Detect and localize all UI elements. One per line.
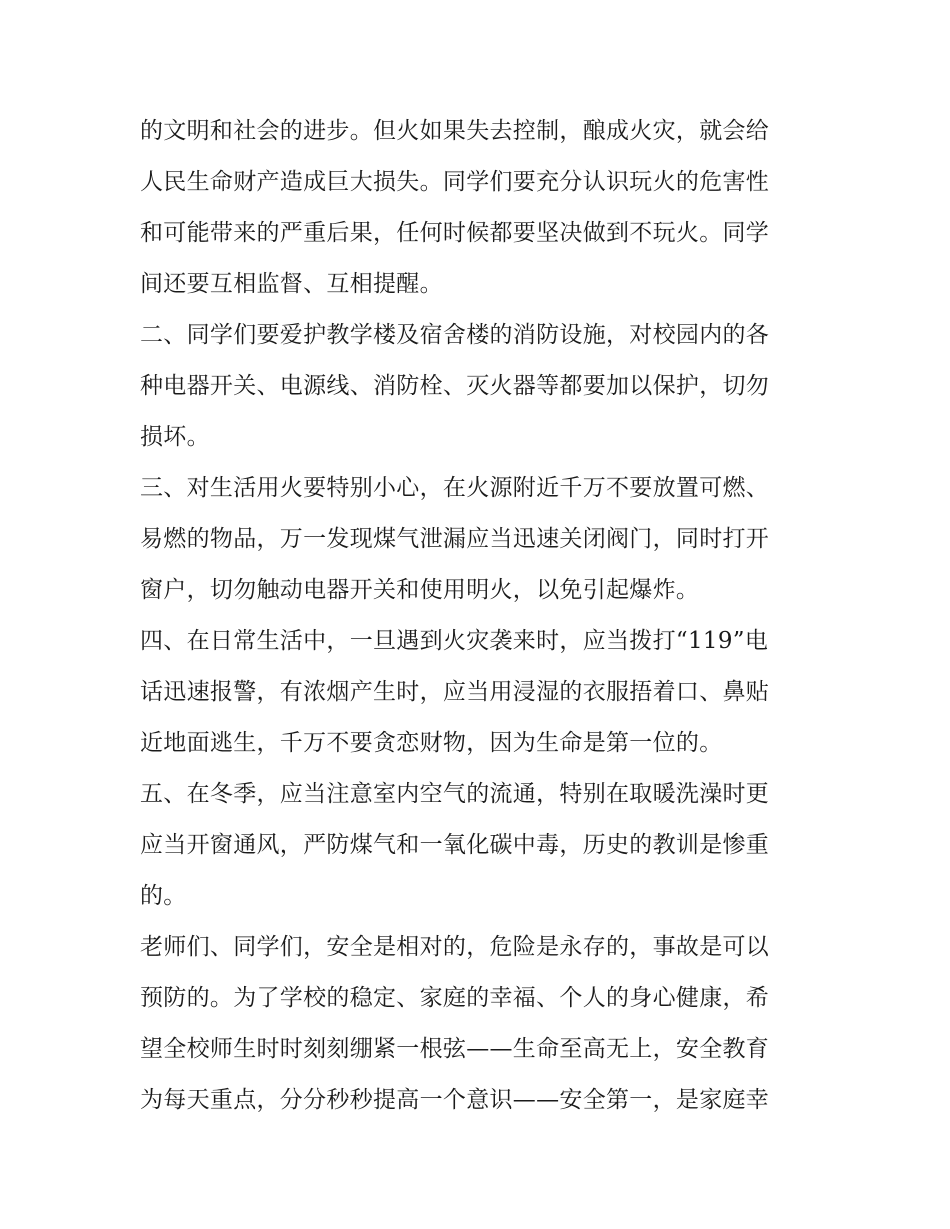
- text-line: 窗户，切勿触动电器开关和使用明火，以免引起爆炸。: [140, 577, 700, 603]
- text-line: 五、在冬季，应当注意室内空气的流通，特别在取暖洗澡时更: [140, 781, 770, 807]
- text-line: 四、在日常生活中，一旦遇到火灾袭来时，应当拨打“119”电: [140, 628, 769, 654]
- text-line: 和可能带来的严重后果，任何时候都要坚决做到不玩火。同学: [140, 220, 770, 246]
- body-text: [140, 106, 820, 1126]
- text-line: 应当开窗通风，严防煤气和一氧化碳中毒，历史的教训是惨重: [140, 832, 770, 858]
- text-line: 间还要互相监督、互相提醒。: [140, 271, 443, 297]
- text-line: 的。: [140, 883, 187, 909]
- text-line: 三、对生活用火要特别小心，在火源附近千万不要放置可燃、: [140, 475, 770, 501]
- text-line: 望全校师生时时刻刻绷紧一根弦——生命至高无上，安全教育: [140, 1036, 770, 1062]
- text-line: 损坏。: [140, 424, 210, 450]
- text-line: 人民生命财产造成巨大损失。同学们要充分认识玩火的危害性: [140, 169, 770, 195]
- text-line: 预防的。为了学校的稳定、家庭的幸福、个人的身心健康，希: [140, 985, 770, 1011]
- text-line: 话迅速报警，有浓烟产生时，应当用浸湿的衣服捂着口、鼻贴: [140, 679, 770, 705]
- text-line: 的文明和社会的进步。但火如果失去控制，酿成火灾，就会给: [140, 118, 770, 144]
- text-line: 为每天重点，分分秒秒提高一个意识——安全第一，是家庭幸: [140, 1087, 770, 1113]
- text-line: 老师们、同学们，安全是相对的，危险是永存的，事故是可以: [140, 934, 770, 960]
- text-line: 近地面逃生，千万不要贪恋财物，因为生命是第一位的。: [140, 730, 723, 756]
- text-line: 种电器开关、电源线、消防栓、灭火器等都要加以保护，切勿: [140, 373, 770, 399]
- text-line: 二、同学们要爱护教学楼及宿舍楼的消防设施，对校园内的各: [140, 322, 770, 348]
- text-line: 易燃的物品，万一发现煤气泄漏应当迅速关闭阀门，同时打开: [140, 526, 770, 552]
